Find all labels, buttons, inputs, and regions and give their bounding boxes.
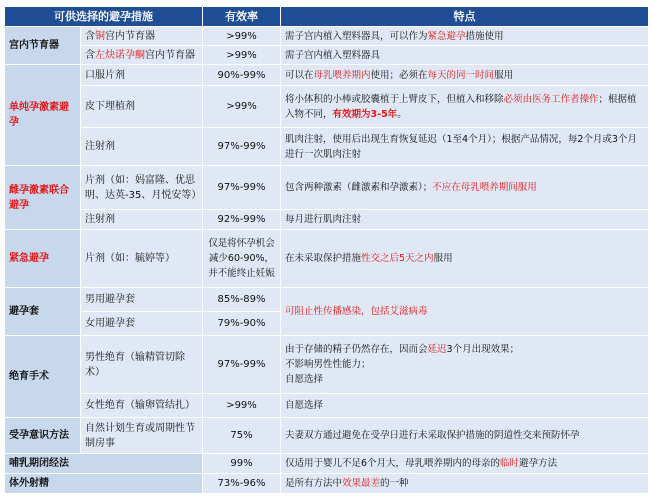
efficacy-value: >99% (203, 46, 281, 65)
features-text: 将小体积的小棒或胶囊植于上臂皮下，但植入和移除必须由医务工作者操作；根据植入物不同，有效期为3-5年。 (281, 86, 649, 128)
table-row (5, 474, 649, 494)
table-row (5, 27, 649, 46)
method-male-condom: 男用避孕套 (81, 288, 203, 312)
efficacy-value: 73%-96% (203, 474, 281, 494)
features-text: 在未采取保护措施性交之后5天之内服用 (281, 230, 649, 288)
header-features: 特点 (281, 7, 649, 27)
category-emergency: 紧急避孕 (5, 230, 81, 288)
method-injectable: 注射剂 (81, 128, 203, 166)
method-combined-injectable: 注射剂 (81, 210, 203, 230)
category-progestin-only: 单纯孕激素避孕 (5, 65, 81, 166)
efficacy-value: 75% (203, 418, 281, 454)
table-row (5, 128, 649, 166)
efficacy-value: >99% (203, 86, 281, 128)
features-text: 仅适用于婴儿不足6个月大，母乳喂养期内的母亲的临时避孕方法 (281, 454, 649, 474)
table-row (5, 454, 649, 474)
features-text: 包含两种激素（雌激素和孕激素）；不应在母乳喂养期间服用 (281, 166, 649, 210)
category-fertility-awareness: 受孕意识方法 (5, 418, 81, 454)
method-implant: 皮下埋植剂 (81, 86, 203, 128)
table-row (5, 46, 649, 65)
table-row (5, 210, 649, 230)
category-sterilization: 绝育手术 (5, 336, 81, 418)
header-method: 可供选择的避孕措施 (5, 7, 203, 27)
features-text: 是所有方法中效果最差的一种 (281, 474, 649, 494)
method-oral-pill: 口服片剂 (81, 65, 203, 86)
table-row (5, 336, 649, 394)
table-row (5, 394, 649, 418)
efficacy-value: 92%-99% (203, 210, 281, 230)
table-header-row (5, 7, 649, 27)
features-text: 自愿选择 (281, 394, 649, 418)
method-lng-iud: 含左炔诺孕酮宫内节育器 (81, 46, 203, 65)
table-row (5, 65, 649, 86)
efficacy-value: >99% (203, 394, 281, 418)
features-text: 由于存储的精子仍然存在，因而会延迟3个月出现效果； 不影响男性性能力； 自愿选择 (281, 336, 649, 394)
category-withdrawal: 体外射精 (5, 474, 203, 494)
efficacy-value: 90%-99% (203, 65, 281, 86)
table-row (5, 288, 649, 312)
features-text: 夫妻双方通过避免在受孕日进行未采取保护措施的阴道性交来预防怀孕 (281, 418, 649, 454)
method-copper-iud: 含铜宫内节育器 (81, 27, 203, 46)
features-text: 需子宫内植入塑料器具 (281, 46, 649, 65)
efficacy-value: 85%-89% (203, 288, 281, 312)
efficacy-value: 99% (203, 454, 281, 474)
method-combined-pill: 片剂（如：妈富隆、优思明、达英-35、月悦安等） (81, 166, 203, 210)
table-row (5, 418, 649, 454)
method-tubal-ligation: 女性绝育（输卵管结扎） (81, 394, 203, 418)
method-periodic-abstinence: 自然计划生育或周期性节制房事 (81, 418, 203, 454)
table-row (5, 86, 649, 128)
contraception-table (4, 6, 649, 494)
features-text: 可以在母乳喂养期内使用；必须在每天的同一时间服用 (281, 65, 649, 86)
method-vasectomy: 男性绝育（输精管切除术） (81, 336, 203, 394)
category-iud: 宫内节育器 (5, 27, 81, 65)
efficacy-value: 97%-99% (203, 128, 281, 166)
features-text: 需子宫内植入塑料器具，可以作为紧急避孕措施使用 (281, 27, 649, 46)
efficacy-value: 79%-90% (203, 312, 281, 336)
efficacy-value: 97%-99% (203, 166, 281, 210)
efficacy-value: >99% (203, 27, 281, 46)
category-lactational-amenorrhea: 哺乳期闭经法 (5, 454, 203, 474)
table-row (5, 166, 649, 210)
method-emergency-pill: 片剂（如：毓婷等） (81, 230, 203, 288)
category-combined-hormonal: 雌孕激素联合避孕 (5, 166, 81, 230)
efficacy-value: 仅是将怀孕机会减少60-90%，并不能终止妊娠 (203, 230, 281, 288)
features-text: 肌肉注射，使用后出现生育恢复延迟（1至4个月）；根据产品情况，每2个月或3个月进行一次肌肉注射 (281, 128, 649, 166)
table-row (5, 230, 649, 288)
method-female-condom: 女用避孕套 (81, 312, 203, 336)
features-text: 可阻止性传播感染，包括艾滋病毒 (281, 288, 649, 336)
category-condom: 避孕套 (5, 288, 81, 336)
header-efficacy: 有效率 (203, 7, 281, 27)
efficacy-value: 97%-99% (203, 336, 281, 394)
features-text: 每月进行肌肉注射 (281, 210, 649, 230)
